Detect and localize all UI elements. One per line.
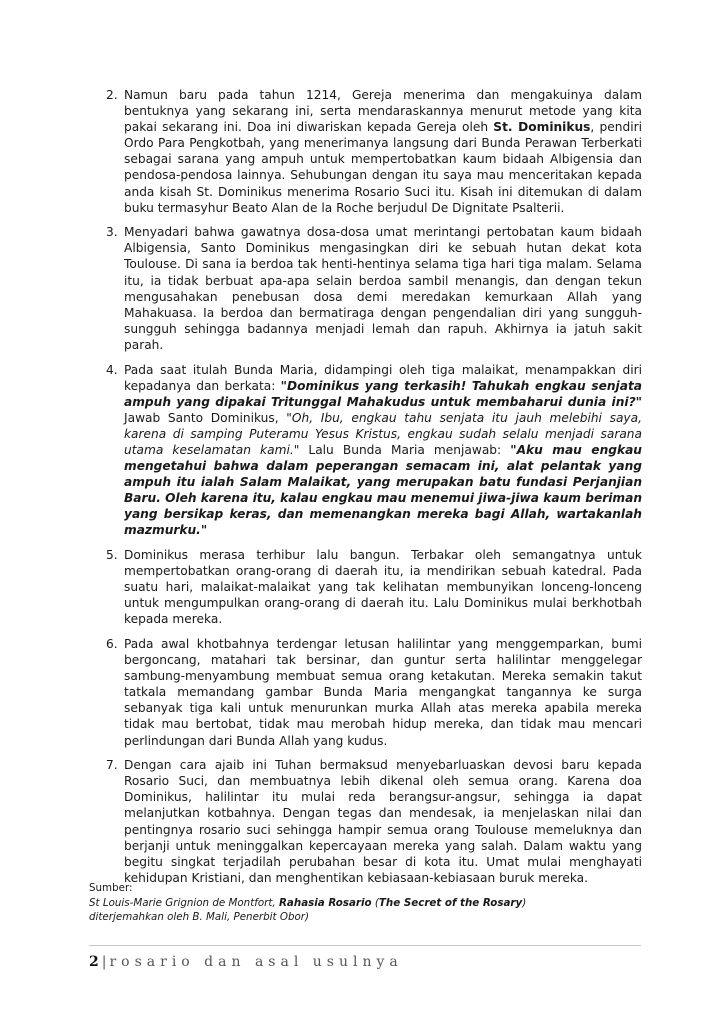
- source-author: St Louis-Marie Grignion de Montfort,: [89, 896, 279, 909]
- list-item: [106, 224, 642, 353]
- list-item: [106, 757, 642, 886]
- text-run: Dominikus merasa terhibur lalu bangun. Terbakar oleh semangatnya untuk mempertobatkan orang-orang di daerah itu, ia mendirikan sebuah katedral. Pada suatu hari, malaikat-malaikat yang tak kelihatan membunyikan lonceng-lonceng untuk mengumpulkan orang-orang di daerah itu. Lalu Dominikus mulai berkhotbah kepada mereka.: [124, 548, 642, 627]
- text-run: "Oh, Ibu, engkau tahu senjata itu jauh melebihi saya, karena di samping Puteramu Yesus Kristus, engkau sudah selalu menjadi sarana utama keselamatan kami.": [124, 410, 642, 457]
- text-run: St. Dominikus: [493, 120, 591, 135]
- source-translator: diterjemahkan oleh B. Mali, Penerbit Obor): [89, 911, 310, 924]
- numbered-list: [106, 87, 642, 894]
- list-item: [106, 636, 642, 749]
- list-item-text: [124, 224, 642, 353]
- list-item-number: 7.: [106, 758, 118, 773]
- list-item-number: 4.: [106, 362, 118, 377]
- list-item-text: [124, 87, 642, 216]
- text-run: Lalu Bunda Maria menjawab:: [299, 442, 511, 457]
- footer-divider: [89, 945, 641, 946]
- source-book-title-english: The Secret of the Rosary: [378, 896, 523, 909]
- list-item: [106, 362, 642, 539]
- list-item-text: [124, 636, 642, 749]
- footer-running-title: rosario dan asal usulnya: [109, 954, 403, 970]
- list-item-number: 3.: [106, 225, 118, 240]
- list-item-number: 5.: [106, 548, 118, 563]
- list-item-text: [124, 757, 642, 886]
- text-run: Namun baru pada tahun 1214, Gereja menerima dan mengakuinya dalam bentuknya yang sekarang ini, serta mendaraskannya menurut metode yang kita pakai sekarang ini. Doa ini diwariskan kepada Gereja oleh: [124, 88, 642, 135]
- text-run: Menyadari bahwa gawatnya dosa-dosa umat merintangi pertobatan kaum bidaah Albigensia, Santo Dominikus mengasingkan diri ke sebuah hutan dekat kota Toulouse. Di sana ia berdoa tak henti-hentinya selama tiga hari tiga malam. Selama itu, ia tidak berbuat apa-apa selain berdoa sambil menangis, dan dengan tekun mengusahakan penebusan dosa demi meredakan kemurkaan Allah yang Mahakuasa. Ia berdoa dan bermatiraga dengan pengendalian diri yang sungguh-sungguh sehingga badannya menjadi lemah dan rapuh. Akhirnya ia jatuh sakit parah.: [124, 225, 642, 352]
- page-number: 2: [89, 954, 99, 970]
- text-run: Pada saat itulah Bunda Maria, didampingi oleh tiga malaikat, menampakkan diri kepadanya dan berkata:: [124, 362, 642, 393]
- list-item: [106, 547, 642, 627]
- footer-separator: |: [101, 954, 107, 970]
- page-footer: [89, 954, 403, 970]
- text-run: Jawab Santo Dominikus,: [124, 410, 287, 425]
- source-citation: [89, 881, 649, 925]
- list-item-text: [124, 362, 642, 539]
- list-item-number: 6.: [106, 637, 118, 651]
- text-run: Dengan cara ajaib ini Tuhan bermaksud menyebarluaskan devosi baru kepada Rosario Suci, dan membuatnya lebih dikenal oleh semua orang. Karena doa Dominikus, halilintar itu mulai reda berangsur-angsur, sehingga ia dapat melanjutkan kotbahnya. Dengan tegas dan mendesak, ia menjelaskan nilai dan pentingnya rosario suci sehingga hampir semua orang Toulouse memeluknya dan berjanji untuk meninggalkan kepercayaan mereka yang salah. Dalam waktu yang begitu singkat terjadilah perubahan besar di kota itu. Umat mulai menghayati kehidupan Kristiani, dan menghentikan kebiasaan-kebiasaan buruk mereka.: [124, 758, 642, 885]
- list-item-text: [124, 547, 642, 627]
- source-open-paren: (: [371, 896, 379, 909]
- source-book-title: Rahasia Rosario: [278, 896, 372, 909]
- source-reference: [89, 896, 649, 911]
- source-label: Sumber:: [89, 882, 133, 894]
- text-run: , pendiri Ordo Para Pengkotbah, yang menerimanya langsung dari Bunda Perawan Terberkati sebagai sarana yang ampuh untuk mempertobatkan kaum bidaah Albigensia dan pendosa-pendosa lainnya. Sehubungan dengan itu saya mau menceritakan kepada anda kisah St. Dominikus menerima Rosario Suci itu. Kisah ini ditemukan di dalam buku termasyhur Beato Alan de la Roche berjudul De Dignitate Psalterii.: [124, 120, 642, 215]
- source-close-paren: ): [522, 896, 527, 909]
- text-run: "Aku mau engkau mengetahui bahwa dalam peperangan semacam ini, alat pelantak yang ampuh itu ialah Salam Malaikat, yang merupakan batu fundasi Perjanjian Baru. Oleh karena itu, kalau engkau mau menemui jiwa-jiwa kaum beriman yang bersikap keras, dan memenangkan mereka bagi Allah, wartakanlah mazmurku.": [124, 442, 642, 538]
- text-run: Pada awal khotbahnya terdengar letusan halilintar yang menggemparkan, bumi bergoncang, matahari tak bersinar, dan guntur serta halilintar menggelegar sambung-menyambung membuat semua orang ketakutan. Mereka semakin takut tatkala memandang gambar Bunda Maria mengangkat tangannya ke surga sebanyak tiga kali untuk menurunkan murka Allah atas mereka apabila mereka tidak mau bertobat, tidak mau merobah hidup mereka, dan tidak mau mencari perlindungan dari Bunda Allah yang kudus.: [124, 637, 642, 748]
- text-run: "Dominikus yang terkasih! Tahukah engkau senjata ampuh yang dipakai Tritunggal Mahakudus untuk membaharui dunia ini?": [124, 378, 642, 409]
- list-item-number: 2.: [106, 88, 118, 102]
- list-item: [106, 87, 642, 216]
